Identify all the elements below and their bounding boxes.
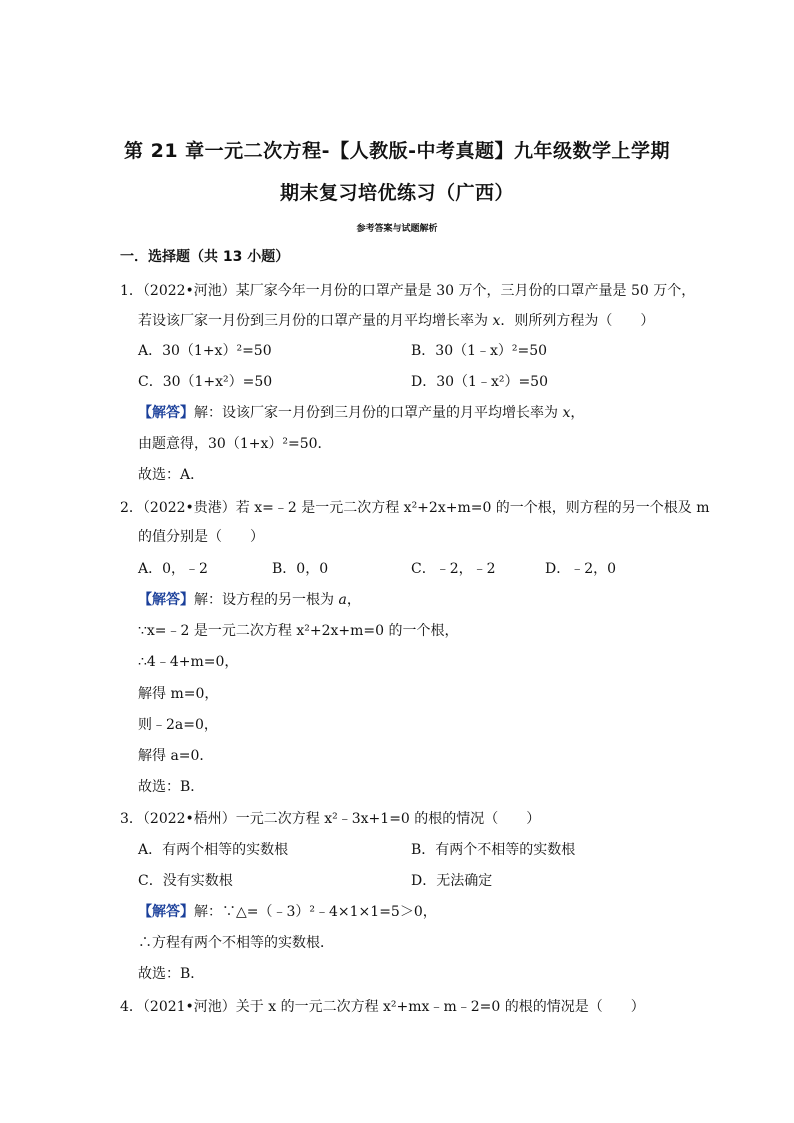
q3-sol-1: 解：∵△=（﹣3）²﹣4×1×1=5＞0， xyxy=(194,904,437,920)
q1-stem-line-2 xyxy=(138,311,654,331)
q3-solution-line-3: 故选：B． xyxy=(138,966,205,982)
q2-solution-line-4: 解得 m=0， xyxy=(138,686,219,702)
q2-sol-var: a xyxy=(338,592,347,608)
q1-solution-line-3: 故选：A． xyxy=(138,467,205,483)
q3-option-b: B．有两个不相等的实数根 xyxy=(411,842,576,858)
q2-solution-line-5: 则﹣2a=0， xyxy=(138,717,218,733)
q3-stem-line-1: 3．（2022•梧州）一元二次方程 x²﹣3x+1=0 的根的情况（ ） xyxy=(120,811,541,827)
q1-var: x xyxy=(492,313,501,329)
title-line-2: 期末复习培优练习（广西） xyxy=(279,182,514,204)
q2-option-a: A．0，﹣2 xyxy=(138,561,208,577)
q1-solution-line-2: 由题意得，30（1+x）²=50． xyxy=(138,436,332,452)
q1-sol-1b: ， xyxy=(570,405,585,421)
title-line-1: 第 21 章一元二次方程-【人教版-中考真题】九年级数学上学期 xyxy=(124,140,670,162)
q1-stem-2b: ．则所列方程为（ ） xyxy=(500,313,655,329)
q2-solution-line-6: 解得 a=0． xyxy=(138,748,214,764)
q3-solution-line-2: ∴方程有两个不相等的实数根． xyxy=(138,935,334,951)
q1-option-b: B．30（1﹣x）²=50 xyxy=(411,343,548,359)
q1-answer-tag: 【解答】 xyxy=(138,405,194,421)
q1-stem-2a: 若设该厂家一月份到三月份的口罩产量的月平均增长率为 xyxy=(138,313,493,329)
q2-solution-line-7: 故选：B． xyxy=(138,779,205,795)
q2-answer-tag: 【解答】 xyxy=(138,592,194,608)
q2-sol-1b: ， xyxy=(346,592,361,608)
q1-option-a: A．30（1+x）²=50 xyxy=(138,343,272,359)
q3-option-c: C．没有实数根 xyxy=(138,873,233,889)
q2-solution-line-2: ∵x=﹣2 是一元二次方程 x²+2x+m=0 的一个根， xyxy=(138,623,459,639)
q2-sol-1a: 解：设方程的另一根为 xyxy=(194,592,339,608)
q3-option-a: A．有两个相等的实数根 xyxy=(138,842,289,858)
section-heading: 一．选择题（共 13 小题） xyxy=(120,249,290,265)
q1-sol-var: x xyxy=(562,405,571,421)
q3-option-d: D．无法确定 xyxy=(411,873,493,889)
q3-solution-line-1 xyxy=(138,902,437,922)
q2-option-b: B．0，0 xyxy=(272,561,329,577)
q1-solution-line-1 xyxy=(138,403,584,423)
q2-stem-line-1: 2．（2022•贵港）若 x=﹣2 是一元二次方程 x²+2x+m=0 的一个根，则方程的另一个根及 m xyxy=(120,500,710,516)
q2-stem-line-2: 的值分别是（ ） xyxy=(138,529,264,545)
q2-solution-line-3: ∴4﹣4+m=0， xyxy=(138,654,239,670)
q2-option-d: D．﹣2，0 xyxy=(545,561,617,577)
q1-stem-line-1: 1．（2022•河池）某厂家今年一月份的口罩产量是 30 万个，三月份的口罩产量是 50 万个， xyxy=(120,283,696,299)
q2-solution-line-1 xyxy=(138,590,361,610)
q4-stem-line-1: 4．（2021•河池）关于 x 的一元二次方程 x²+mx﹣m﹣2=0 的根的情况是（ ） xyxy=(120,999,645,1015)
subtitle: 参考答案与试题解析 xyxy=(356,224,438,234)
q1-option-c: C．30（1+x²）=50 xyxy=(138,374,273,390)
q1-sol-1a: 解：设该厂家一月份到三月份的口罩产量的月平均增长率为 xyxy=(194,405,563,421)
q1-option-d: D．30（1﹣x²）=50 xyxy=(411,374,548,390)
q3-answer-tag: 【解答】 xyxy=(138,904,194,920)
q2-option-c: C．﹣2，﹣2 xyxy=(411,561,496,577)
